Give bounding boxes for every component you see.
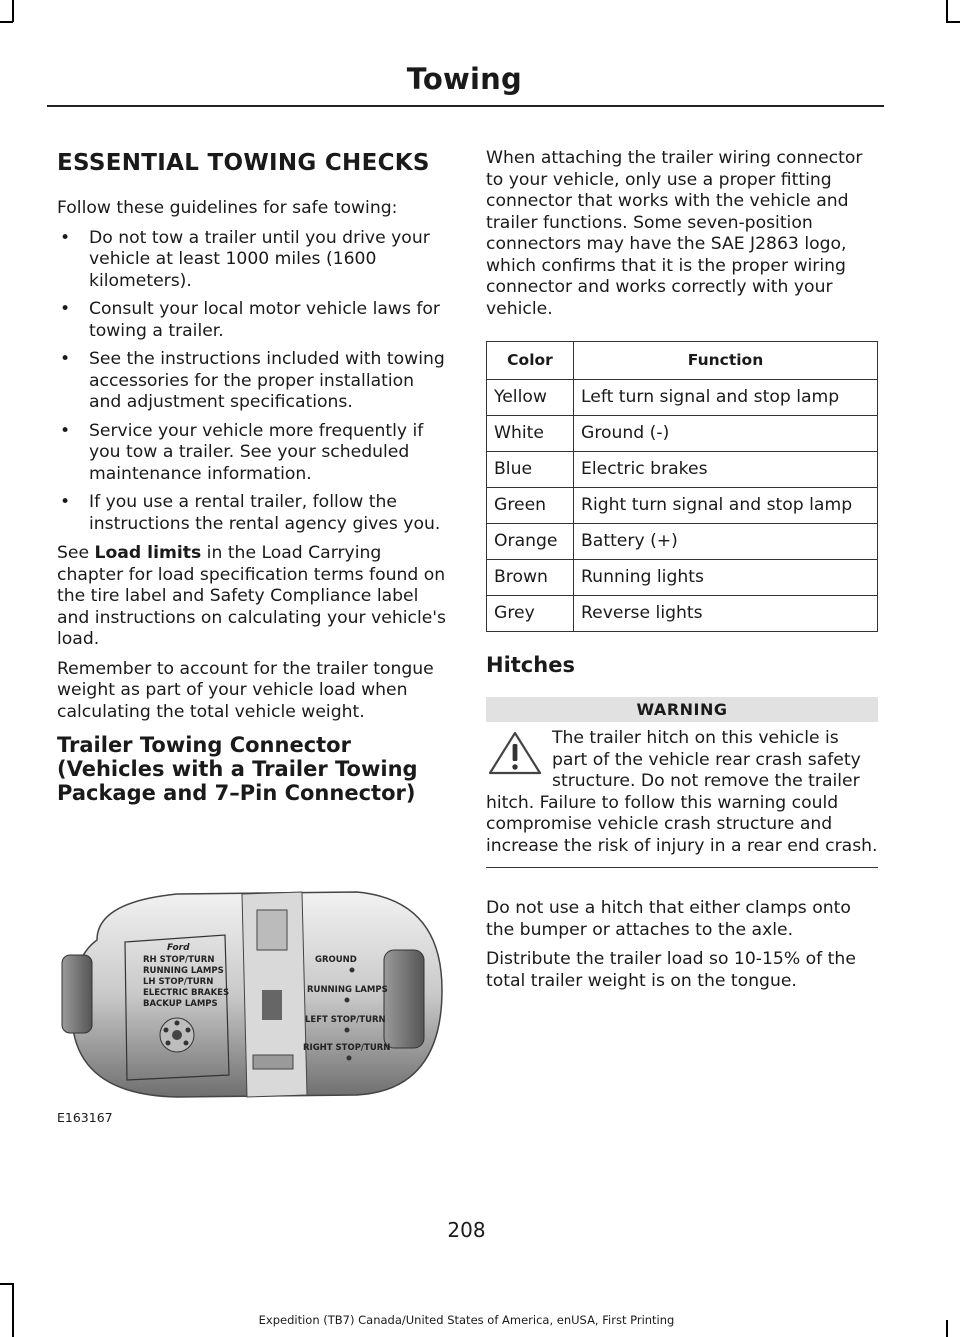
figure-label-right: RIGHT STOP/TURN <box>303 1043 391 1053</box>
crop-mark-bottom-left-h <box>0 1283 13 1285</box>
intro-text: Follow these guidelines for safe towing: <box>57 198 398 218</box>
trailer-connector-illustration <box>57 880 449 1140</box>
table-row: Yellow Left turn signal and stop lamp <box>487 380 878 416</box>
table-row: Green Right turn signal and stop lamp <box>487 488 878 524</box>
list-item: • Service your vehicle more frequently if you tow a trailer. See your scheduled maintenance information. <box>60 420 424 484</box>
connector-paragraph: When attaching the trailer wiring connector to your vehicle, only use a proper fitting connector that works with the vehicle and trailer functions. Some seven-position connectors may have the SAE J2863 logo, which confirms that it is the proper wiring connector and works correctly with your vehicle. <box>486 148 863 319</box>
connector-table <box>486 341 878 632</box>
column-header-function: Function <box>574 342 878 380</box>
hitch-paragraph-1: Do not use a hitch that either clamps onto the bumper or attaches to the axle. <box>486 898 851 940</box>
hitches-title: Hitches <box>486 653 575 677</box>
warning-text: The trailer hitch on this vehicle is part of the vehicle rear crash safety structure. Do not remove the trailer hitch. Failure to follow this warning could compromise vehicle crash structure and increase the risk of injury in a rear end crash. <box>486 728 878 856</box>
crop-mark-bottom-right-v <box>946 1320 948 1337</box>
figure-label-right: LEFT STOP/TURN <box>305 1015 386 1025</box>
crop-mark-top-right-v <box>946 0 948 22</box>
column-header-color: Color <box>487 342 574 380</box>
crop-mark-top-left-v <box>12 0 14 22</box>
section-title: ESSENTIAL TOWING CHECKS <box>57 150 430 176</box>
load-limits-paragraph: See Load limits in the Load Carrying chapter for load specification terms found on the tire label and Safety Compliance label and instructions on calculating your vehicle's load. <box>57 543 446 649</box>
page-header-title: Towing <box>406 62 522 96</box>
figure-label-left: RUNNING LAMPS <box>143 966 224 976</box>
page-number: 208 <box>447 1218 486 1242</box>
warning-box <box>486 728 878 868</box>
figure-label-right: GROUND <box>315 955 357 965</box>
list-item: • If you use a rental trailer, follow the instructions the rental agency gives you. <box>60 492 441 534</box>
figure-label-right: RUNNING LAMPS <box>307 985 388 995</box>
figure-brand: Ford <box>167 943 190 953</box>
crop-mark-top-right-h <box>946 21 960 23</box>
crop-mark-bottom-left-v <box>12 1283 14 1337</box>
hitch-paragraph-2: Distribute the trailer load so 10-15% of the total trailer weight is on the tongue. <box>486 949 856 991</box>
remember-paragraph: Remember to account for the trailer tongue weight as part of your vehicle load when calculating the total vehicle weight. <box>57 658 434 722</box>
left-column <box>57 148 449 805</box>
list-item: • Consult your local motor vehicle laws for towing a trailer. <box>60 299 440 341</box>
footer-text: Expedition (TB7) Canada/United States of America, enUSA, First Printing <box>258 1313 675 1327</box>
table-row: Brown Running lights <box>487 560 878 596</box>
list-item: • See the instructions included with towing accessories for the proper installation and adjustment specifications. <box>60 349 445 412</box>
table-row: Grey Reverse lights <box>487 596 878 632</box>
guidelines-list <box>57 228 449 536</box>
table-row: Orange Battery (+) <box>487 524 878 560</box>
figure-label-left: LH STOP/TURN <box>143 977 214 987</box>
header-divider <box>47 105 884 107</box>
figure-id: E163167 <box>57 1110 113 1125</box>
list-item: • Do not tow a trailer until you drive your vehicle at least 1000 miles (1600 kilometers). <box>60 227 430 291</box>
subheading-connector: Trailer Towing Connector (Vehicles with a Trailer Towing Package and 7–Pin Connector) <box>57 733 418 805</box>
table-row: Blue Electric brakes <box>487 452 878 488</box>
crop-mark-top-left-h <box>0 21 13 23</box>
figure-label-left: BACKUP LAMPS <box>143 999 218 1009</box>
table-header-row <box>487 342 878 380</box>
warning-label: WARNING <box>486 697 878 722</box>
figure-label-left: ELECTRIC BRAKES <box>143 988 230 998</box>
load-limits-link[interactable]: Load limits <box>94 543 202 563</box>
right-column <box>486 148 880 1000</box>
table-row: White Ground (-) <box>487 416 878 452</box>
figure-label-left: RH STOP/TURN <box>143 955 215 965</box>
warning-triangle-icon <box>486 730 544 776</box>
